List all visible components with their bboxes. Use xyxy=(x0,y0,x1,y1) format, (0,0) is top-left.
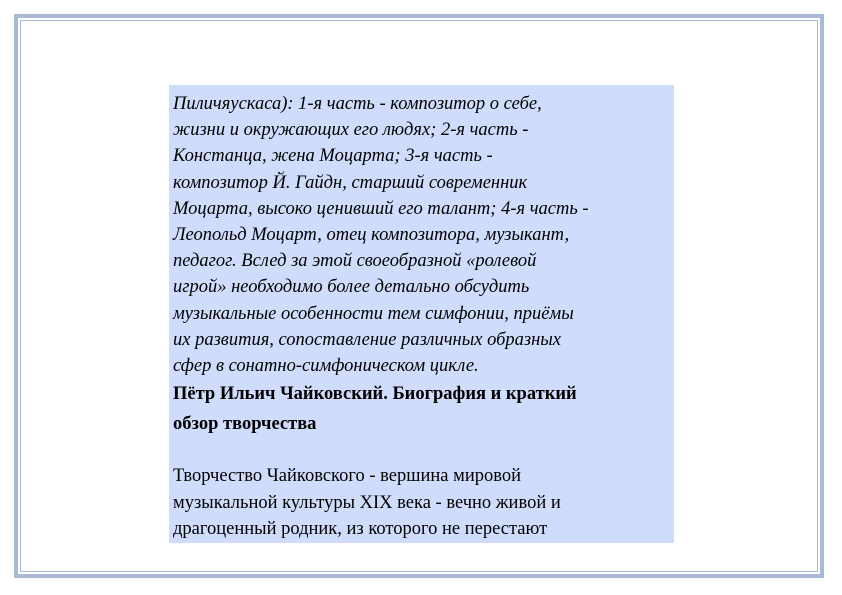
heading-line: обзор творчества xyxy=(173,414,317,435)
text-line: педагог. Вслед за этой своеобразной «ролевой xyxy=(173,251,537,272)
section-heading xyxy=(173,379,670,439)
text-line: композитор Й. Гайдн, старший современник xyxy=(173,172,528,193)
text-line: музыкальные особенности тем симфонии, приёмы xyxy=(173,303,574,324)
text-line: Пиличяускаса): 1-я часть - композитор о себе, xyxy=(173,94,542,114)
italic-paragraph xyxy=(173,91,670,379)
text-line: Моцарта, высоко ценивший его талант; 4-я часть - xyxy=(173,198,589,219)
text-line: музыкальной культуры XIX века - вечно живой и xyxy=(173,492,561,513)
text-box xyxy=(169,85,674,543)
text-line: сфер в сонатно-симфоническом цикле. xyxy=(173,356,479,377)
text-line: игрой» необходимо более детально обсудить xyxy=(173,277,530,298)
text-line: Творчество Чайковского - вершина мировой xyxy=(173,466,521,487)
text-line: их развития, сопоставление различных образных xyxy=(173,329,562,350)
text-line: жизни и окружающих его людях; 2-я часть - xyxy=(173,120,529,141)
body-paragraph xyxy=(173,463,670,543)
text-line: драгоценный родник, из которого не перестают xyxy=(173,519,548,540)
text-line: Леопольд Моцарт, отец композитора, музыкант, xyxy=(173,225,570,246)
heading-line: Пётр Ильич Чайковский. Биография и краткий xyxy=(173,384,577,405)
text-line: Констанца, жена Моцарта; 3-я часть - xyxy=(173,146,493,167)
